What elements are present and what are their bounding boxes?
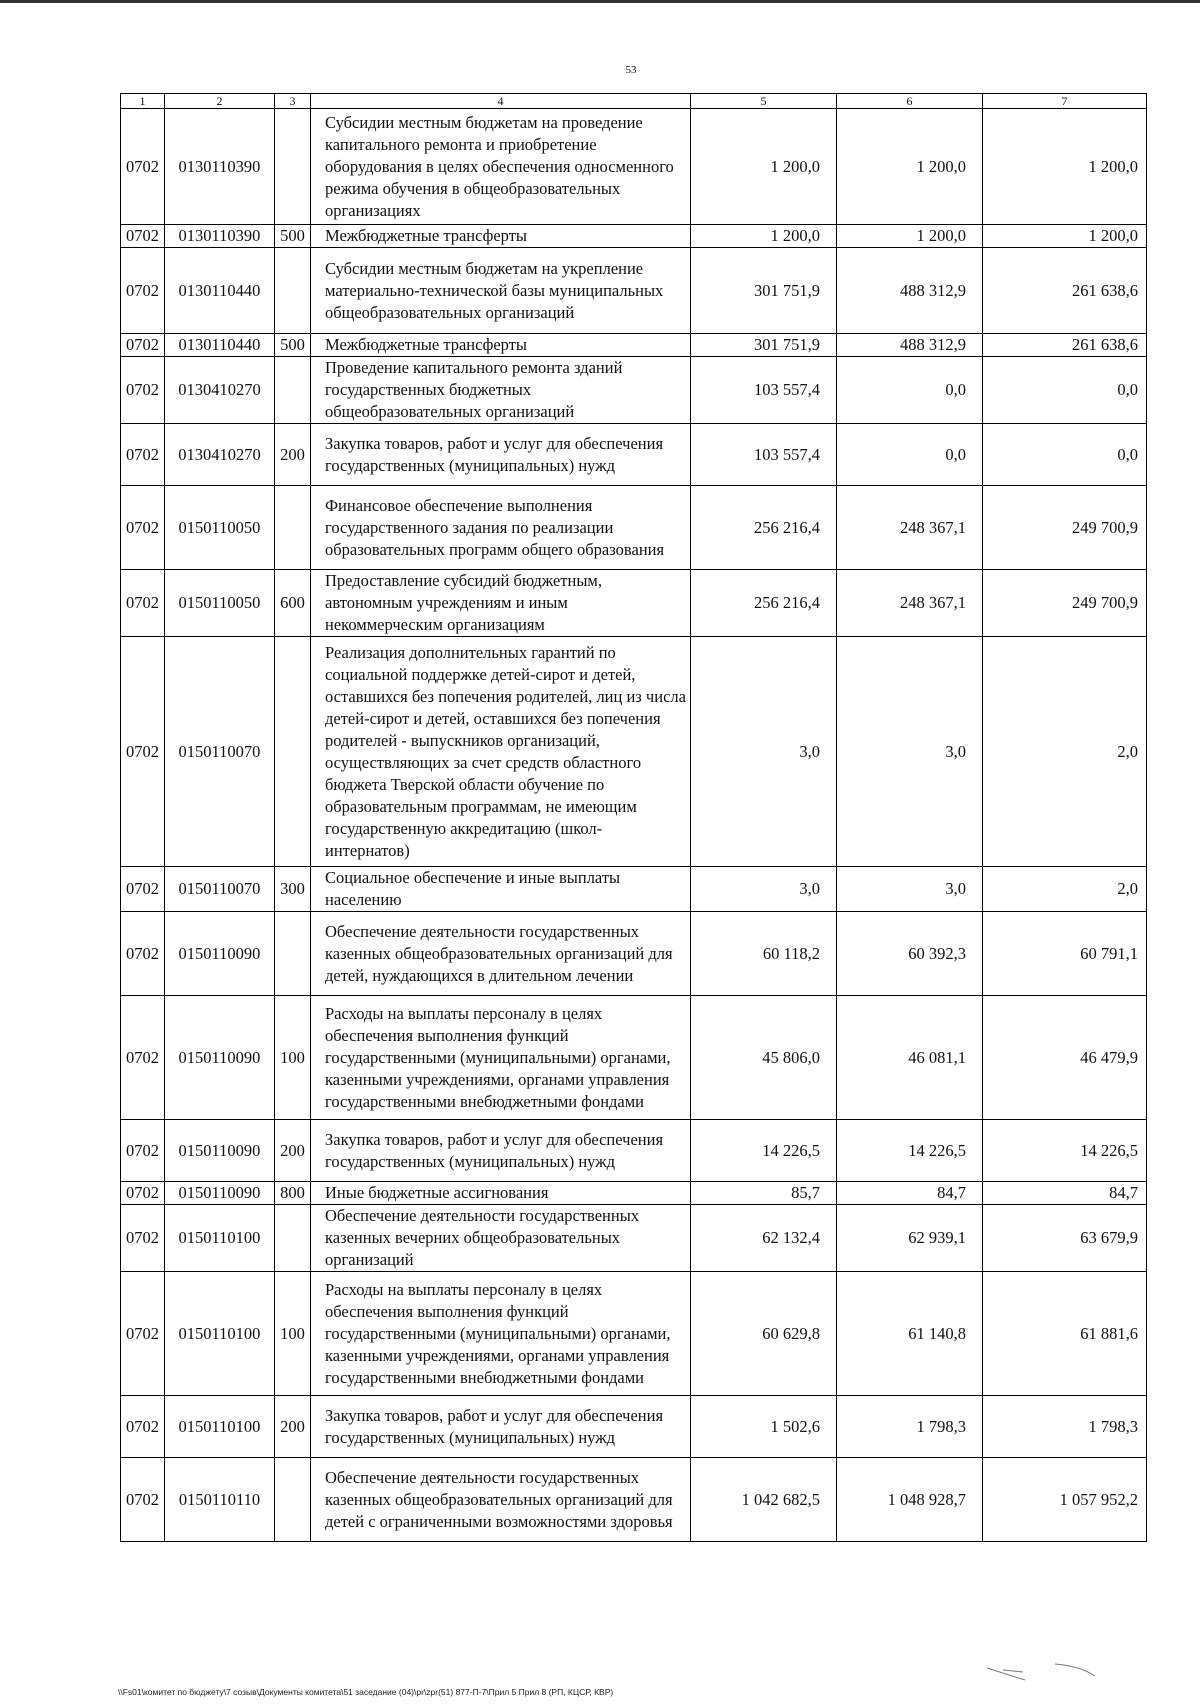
header-col-2: 2	[165, 94, 275, 109]
row-section-code: 0702	[121, 1272, 165, 1396]
header-col-4: 4	[311, 94, 691, 109]
row-amount-year-2: 14 226,5	[837, 1120, 983, 1182]
row-amount-year-1: 256 216,4	[691, 570, 837, 637]
row-amount-year-1: 3,0	[691, 637, 837, 867]
row-section-code: 0702	[121, 225, 165, 248]
row-section-code: 0702	[121, 912, 165, 996]
row-amount-year-1: 45 806,0	[691, 996, 837, 1120]
row-amount-year-1: 301 751,9	[691, 248, 837, 334]
table-row	[121, 357, 1147, 424]
row-amount-year-1: 14 226,5	[691, 1120, 837, 1182]
row-amount-year-3: 2,0	[983, 867, 1147, 912]
row-expense-type-code: 100	[275, 1272, 311, 1396]
row-amount-year-3: 1 057 952,2	[983, 1458, 1147, 1542]
row-expense-type-code	[275, 637, 311, 867]
table-row	[121, 424, 1147, 486]
row-amount-year-3: 46 479,9	[983, 996, 1147, 1120]
row-target-article-code: 0150110100	[165, 1396, 275, 1458]
row-section-code: 0702	[121, 357, 165, 424]
row-expense-type-code: 300	[275, 867, 311, 912]
row-amount-year-1: 60 118,2	[691, 912, 837, 996]
budget-table	[120, 93, 1147, 1542]
row-section-code: 0702	[121, 1205, 165, 1272]
row-description: Субсидии местным бюджетам на укрепление материально-технической базы муниципальных общеобразовательных организаций	[311, 248, 691, 334]
row-expense-type-code: 500	[275, 225, 311, 248]
row-amount-year-2: 1 200,0	[837, 109, 983, 225]
header-col-7: 7	[983, 94, 1147, 109]
row-description: Закупка товаров, работ и услуг для обеспечения государственных (муниципальных) нужд	[311, 424, 691, 486]
row-amount-year-2: 62 939,1	[837, 1205, 983, 1272]
row-amount-year-1: 1 042 682,5	[691, 1458, 837, 1542]
row-target-article-code: 0150110090	[165, 1182, 275, 1205]
row-amount-year-2: 488 312,9	[837, 334, 983, 357]
row-target-article-code: 0130410270	[165, 424, 275, 486]
row-amount-year-1: 1 200,0	[691, 225, 837, 248]
row-description: Обеспечение деятельности государственных казенных вечерних общеобразовательных организаций	[311, 1205, 691, 1272]
row-amount-year-3: 14 226,5	[983, 1120, 1147, 1182]
row-description: Обеспечение деятельности государственных казенных общеобразовательных организаций для детей с ограниченными возможностями здоровья	[311, 1458, 691, 1542]
row-expense-type-code: 200	[275, 424, 311, 486]
row-amount-year-1: 103 557,4	[691, 357, 837, 424]
row-amount-year-3: 0,0	[983, 424, 1147, 486]
table-row	[121, 867, 1147, 912]
row-description: Субсидии местным бюджетам на проведение капитального ремонта и приобретение оборудования в целях обеспечения односменного режима обучения в общеобразовательных организациях	[311, 109, 691, 225]
row-description: Финансовое обеспечение выполнения государственного задания по реализации образовательных программ общего образования	[311, 486, 691, 570]
row-section-code: 0702	[121, 334, 165, 357]
table-row	[121, 1182, 1147, 1205]
row-amount-year-2: 248 367,1	[837, 570, 983, 637]
row-amount-year-3: 261 638,6	[983, 334, 1147, 357]
row-section-code: 0702	[121, 570, 165, 637]
row-description: Предоставление субсидий бюджетным, автономным учреждениям и иным некоммерческим организациям	[311, 570, 691, 637]
row-description: Расходы на выплаты персоналу в целях обеспечения выполнения функций государственными (муниципальными) органами, казенными учреждениями, органами управления государственными внебюджетными фондами	[311, 996, 691, 1120]
row-expense-type-code	[275, 486, 311, 570]
row-amount-year-3: 1 798,3	[983, 1396, 1147, 1458]
row-amount-year-2: 1 200,0	[837, 225, 983, 248]
row-section-code: 0702	[121, 486, 165, 570]
row-target-article-code: 0150110090	[165, 996, 275, 1120]
table-row	[121, 570, 1147, 637]
row-section-code: 0702	[121, 109, 165, 225]
row-amount-year-3: 1 200,0	[983, 109, 1147, 225]
handwritten-mark	[985, 1660, 1135, 1690]
page-number: 53	[625, 64, 637, 76]
row-amount-year-1: 60 629,8	[691, 1272, 837, 1396]
row-amount-year-1: 103 557,4	[691, 424, 837, 486]
row-target-article-code: 0150110110	[165, 1458, 275, 1542]
row-description: Межбюджетные трансферты	[311, 225, 691, 248]
row-amount-year-3: 261 638,6	[983, 248, 1147, 334]
row-expense-type-code: 100	[275, 996, 311, 1120]
row-expense-type-code: 200	[275, 1120, 311, 1182]
row-expense-type-code	[275, 1458, 311, 1542]
row-target-article-code: 0130110440	[165, 248, 275, 334]
row-target-article-code: 0130110390	[165, 109, 275, 225]
row-amount-year-2: 488 312,9	[837, 248, 983, 334]
table-row	[121, 1205, 1147, 1272]
table-row	[121, 912, 1147, 996]
table-row	[121, 109, 1147, 225]
row-target-article-code: 0150110100	[165, 1205, 275, 1272]
row-section-code: 0702	[121, 248, 165, 334]
row-section-code: 0702	[121, 637, 165, 867]
row-expense-type-code	[275, 109, 311, 225]
row-amount-year-2: 1 048 928,7	[837, 1458, 983, 1542]
row-amount-year-2: 3,0	[837, 867, 983, 912]
row-amount-year-1: 3,0	[691, 867, 837, 912]
row-amount-year-3: 249 700,9	[983, 570, 1147, 637]
row-target-article-code: 0150110070	[165, 637, 275, 867]
row-expense-type-code: 200	[275, 1396, 311, 1458]
row-amount-year-1: 62 132,4	[691, 1205, 837, 1272]
table-row	[121, 1272, 1147, 1396]
row-section-code: 0702	[121, 996, 165, 1120]
row-amount-year-1: 85,7	[691, 1182, 837, 1205]
row-description: Закупка товаров, работ и услуг для обеспечения государственных (муниципальных) нужд	[311, 1396, 691, 1458]
header-col-1: 1	[121, 94, 165, 109]
row-target-article-code: 0150110070	[165, 867, 275, 912]
row-amount-year-3: 1 200,0	[983, 225, 1147, 248]
row-description: Проведение капитального ремонта зданий государственных бюджетных общеобразовательных организаций	[311, 357, 691, 424]
row-description: Реализация дополнительных гарантий по социальной поддержке детей-сирот и детей, оставшихся без попечения родителей, лиц из числа детей-сирот и детей, оставшихся без попечения родителей - выпускников организаций, осуществляющих за счет средств областного бюджета Тверской области обучение по образовательным программам, не имеющим государственную аккредитацию (школ-интернатов)	[311, 637, 691, 867]
row-amount-year-1: 256 216,4	[691, 486, 837, 570]
row-expense-type-code: 600	[275, 570, 311, 637]
row-amount-year-3: 249 700,9	[983, 486, 1147, 570]
row-amount-year-2: 84,7	[837, 1182, 983, 1205]
header-col-6: 6	[837, 94, 983, 109]
row-target-article-code: 0130110440	[165, 334, 275, 357]
row-amount-year-2: 3,0	[837, 637, 983, 867]
footer-file-path: \\Fs01\комитет по бюджету\7 созыв\Документы комитета\51 заседание (04)\pr\zpr(51) 877-П-7\Прил 5 Прил 8 (РП, КЦСР, КВР)	[118, 1687, 614, 1697]
row-section-code: 0702	[121, 1120, 165, 1182]
row-amount-year-1: 1 502,6	[691, 1396, 837, 1458]
row-amount-year-2: 0,0	[837, 424, 983, 486]
row-target-article-code: 0150110050	[165, 486, 275, 570]
row-amount-year-3: 2,0	[983, 637, 1147, 867]
row-amount-year-2: 60 392,3	[837, 912, 983, 996]
table-row	[121, 225, 1147, 248]
row-amount-year-2: 61 140,8	[837, 1272, 983, 1396]
row-description: Обеспечение деятельности государственных казенных общеобразовательных организаций для детей, нуждающихся в длительном лечении	[311, 912, 691, 996]
table-row	[121, 486, 1147, 570]
row-amount-year-2: 248 367,1	[837, 486, 983, 570]
row-target-article-code: 0150110090	[165, 912, 275, 996]
table-row	[121, 334, 1147, 357]
row-expense-type-code	[275, 912, 311, 996]
row-amount-year-3: 0,0	[983, 357, 1147, 424]
header-row	[121, 94, 1147, 109]
row-expense-type-code: 500	[275, 334, 311, 357]
table-row	[121, 1120, 1147, 1182]
row-expense-type-code	[275, 357, 311, 424]
row-amount-year-3: 84,7	[983, 1182, 1147, 1205]
row-expense-type-code: 800	[275, 1182, 311, 1205]
row-section-code: 0702	[121, 424, 165, 486]
table-row	[121, 637, 1147, 867]
row-target-article-code: 0150110100	[165, 1272, 275, 1396]
row-description: Иные бюджетные ассигнования	[311, 1182, 691, 1205]
row-expense-type-code	[275, 1205, 311, 1272]
row-description: Расходы на выплаты персоналу в целях обеспечения выполнения функций государственными (муниципальными) органами, казенными учреждениями, органами управления государственными внебюджетными фондами	[311, 1272, 691, 1396]
table-row	[121, 1396, 1147, 1458]
row-amount-year-3: 61 881,6	[983, 1272, 1147, 1396]
row-amount-year-3: 60 791,1	[983, 912, 1147, 996]
row-amount-year-2: 1 798,3	[837, 1396, 983, 1458]
row-expense-type-code	[275, 248, 311, 334]
row-amount-year-3: 63 679,9	[983, 1205, 1147, 1272]
top-border-line	[0, 0, 1200, 3]
row-section-code: 0702	[121, 1396, 165, 1458]
row-section-code: 0702	[121, 1182, 165, 1205]
row-description: Социальное обеспечение и иные выплаты населению	[311, 867, 691, 912]
row-section-code: 0702	[121, 1458, 165, 1542]
row-amount-year-2: 0,0	[837, 357, 983, 424]
table-row	[121, 1458, 1147, 1542]
row-description: Закупка товаров, работ и услуг для обеспечения государственных (муниципальных) нужд	[311, 1120, 691, 1182]
row-amount-year-1: 301 751,9	[691, 334, 837, 357]
row-target-article-code: 0130410270	[165, 357, 275, 424]
row-section-code: 0702	[121, 867, 165, 912]
header-col-5: 5	[691, 94, 837, 109]
row-target-article-code: 0130110390	[165, 225, 275, 248]
row-target-article-code: 0150110090	[165, 1120, 275, 1182]
row-amount-year-1: 1 200,0	[691, 109, 837, 225]
row-target-article-code: 0150110050	[165, 570, 275, 637]
header-col-3: 3	[275, 94, 311, 109]
row-amount-year-2: 46 081,1	[837, 996, 983, 1120]
table-row	[121, 248, 1147, 334]
table-row	[121, 996, 1147, 1120]
row-description: Межбюджетные трансферты	[311, 334, 691, 357]
